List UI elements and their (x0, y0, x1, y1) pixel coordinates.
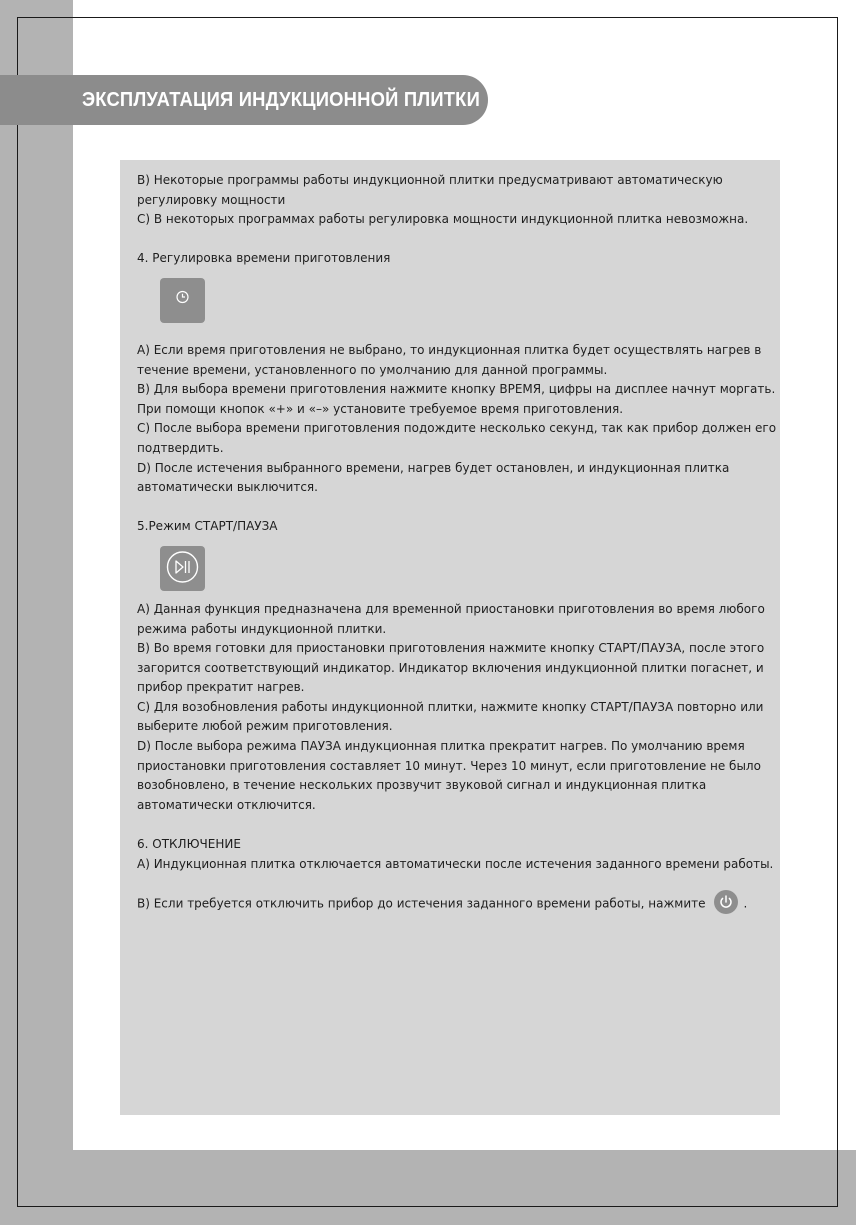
paragraph: режима работы индукционной плитки. (137, 621, 387, 636)
paragraph: C) Для возобновления работы индукционной плитки, нажмите кнопку СТАРТ/ПАУЗА повторно или (137, 699, 764, 714)
paragraph: B) Для выбора времени приготовления нажмите кнопку ВРЕМЯ, цифры на дисплее начнут моргать. (137, 382, 776, 397)
page-title: ЭКСПЛУАТАЦИЯ ИНДУКЦИОННОЙ ПЛИТКИ (82, 88, 480, 111)
paragraph: прибор прекратит нагрев. (137, 680, 305, 695)
paragraph: A) Если время приготовления не выбрано, то индукционная плитка будет осуществлять нагрев в (137, 342, 762, 357)
paragraph-text: B) Если требуется отключить прибор до истечения заданного времени работы, нажмите (137, 896, 706, 911)
paragraph: D) После истечения выбранного времени, нагрев будет остановлен, и индукционная плитка (137, 460, 730, 475)
section-4-title: 4. Регулировка времени приготовления (137, 251, 391, 266)
power-icon (714, 890, 738, 914)
paragraph: A) Индукционная плитка отключается автоматически после истечения заданного времени работы. (137, 856, 774, 871)
paragraph: выберите любой режим приготовления. (137, 719, 393, 734)
paragraph: течение времени, установленного по умолчанию для данной программы. (137, 362, 608, 377)
paragraph: возобновлено, в течение нескольких прозвучит звуковой сигнал и индукционная плитка (137, 778, 707, 793)
paragraph: При помощи кнопок «+» и «–» установите требуемое время приготовления. (137, 401, 624, 416)
content-text (137, 171, 787, 914)
paragraph: A) Данная функция предназначена для временной приостановки приготовления во время любого (137, 601, 765, 616)
paragraph: B) Во время готовки для приостановки приготовления нажмите кнопку СТАРТ/ПАУЗА, после этого (137, 641, 765, 656)
paragraph: C) После выбора времени приготовления подождите несколько секунд, так как прибор должен его (137, 421, 777, 436)
section-header (0, 75, 488, 125)
paragraph-with-icon (137, 894, 787, 914)
paragraph-end: . (743, 896, 748, 911)
paragraph: C) В некоторых программах работы регулировка мощности индукционной плитка невозможна. (137, 212, 749, 227)
clock-icon (160, 278, 205, 323)
paragraph: приостановки приготовления составляет 10 минут. Через 10 минут, если приготовление не было (137, 758, 761, 773)
paragraph: D) После выбора режима ПАУЗА индукционная плитка прекратит нагрев. По умолчанию время (137, 739, 745, 754)
content-panel (120, 160, 780, 1115)
paragraph: регулировку мощности (137, 192, 286, 207)
paragraph: автоматически отключится. (137, 797, 316, 812)
paragraph: автоматически выключится. (137, 480, 318, 495)
paragraph: B) Некоторые программы работы индукционной плитки предусматривают автоматическую (137, 173, 723, 187)
play-pause-icon (160, 546, 205, 591)
paragraph: подтвердить. (137, 440, 224, 455)
section-6-title: 6. ОТКЛЮЧЕНИЕ (137, 837, 241, 852)
section-5-title: 5.Режим СТАРТ/ПАУЗА (137, 519, 278, 534)
paragraph: загорится соответствующий индикатор. Индикатор включения индукционной плитки погаснет, и (137, 660, 764, 675)
